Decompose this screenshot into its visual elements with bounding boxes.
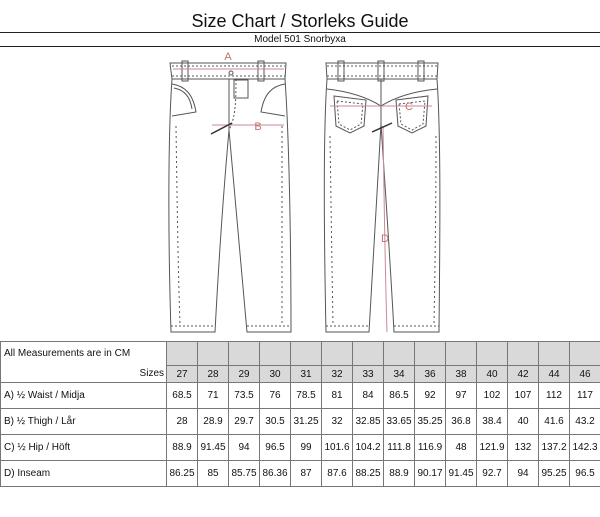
table-cell: 96.5: [570, 461, 600, 487]
table-cell: 142.3: [570, 435, 600, 461]
title-divider: [0, 32, 600, 33]
table-cell: 40: [508, 409, 539, 435]
table-cell: 31.25: [291, 409, 322, 435]
table-cell: 71: [198, 383, 229, 409]
table-cell: 32.85: [353, 409, 384, 435]
table-cell: 132: [508, 435, 539, 461]
header-blank-cell: [322, 342, 353, 366]
table-cell: 91.45: [198, 435, 229, 461]
measure-label-b: B: [254, 121, 262, 133]
table-cell: 41.6: [539, 409, 570, 435]
sizes-label: Sizes: [1, 366, 167, 383]
size-header-cell: 36: [415, 366, 446, 383]
table-cell: 137.2: [539, 435, 570, 461]
size-header-cell: 29: [229, 366, 260, 383]
measure-lines-back: [330, 106, 432, 332]
table-cell: 30.5: [260, 409, 291, 435]
header-blank-cell: [446, 342, 477, 366]
row-label: C) ½ Hip / Höft: [1, 435, 167, 461]
row-label: B) ½ Thigh / Lår: [1, 409, 167, 435]
table-cell: 112: [539, 383, 570, 409]
table-cell: 92: [415, 383, 446, 409]
size-header-cell: 34: [384, 366, 415, 383]
pants-back-drawing: [324, 61, 440, 332]
row-label: A) ½ Waist / Midja: [1, 383, 167, 409]
table-cell: 88.9: [384, 461, 415, 487]
size-header-cell: 28: [198, 366, 229, 383]
size-header-cell: 40: [477, 366, 508, 383]
header-blank-cell: [260, 342, 291, 366]
table-cell: 99: [291, 435, 322, 461]
table-cell: 116.9: [415, 435, 446, 461]
table-cell: 85: [198, 461, 229, 487]
size-header-cell: 33: [353, 366, 384, 383]
table-cell: 85.75: [229, 461, 260, 487]
table-cell: 29.7: [229, 409, 260, 435]
table-cell: 33.65: [384, 409, 415, 435]
table-cell: 92.7: [477, 461, 508, 487]
table-cell: 88.9: [167, 435, 198, 461]
table-cell: 96.5: [260, 435, 291, 461]
table-cell: 87: [291, 461, 322, 487]
size-header-cell: 27: [167, 366, 198, 383]
size-header-cell: 42: [508, 366, 539, 383]
table-cell: 73.5: [229, 383, 260, 409]
size-header-cell: 31: [291, 366, 322, 383]
table-row: [1, 409, 600, 435]
table-cell: 104.2: [353, 435, 384, 461]
hip-arrow: [372, 123, 392, 132]
header-blank-cell: [291, 342, 322, 366]
header-blank-cell: [384, 342, 415, 366]
header-blank-cell: [570, 342, 600, 366]
table-row: [1, 383, 600, 409]
table-cell: 94: [229, 435, 260, 461]
table-cell: 32: [322, 409, 353, 435]
table-cell: 86.5: [384, 383, 415, 409]
table-cell: 95.25: [539, 461, 570, 487]
table-cell: 101.6: [322, 435, 353, 461]
pants-front-drawing: [169, 61, 291, 332]
table-cell: 76: [260, 383, 291, 409]
table-cell: 43.2: [570, 409, 600, 435]
table-cell: 86.36: [260, 461, 291, 487]
size-header-cell: 32: [322, 366, 353, 383]
table-cell: 90.17: [415, 461, 446, 487]
size-header-cell: 30: [260, 366, 291, 383]
table-header-row: [1, 342, 600, 366]
size-header-cell: 46: [570, 366, 600, 383]
table-cell: 111.8: [384, 435, 415, 461]
header-blank-cell: [477, 342, 508, 366]
table-cell: 84: [353, 383, 384, 409]
table-cell: 88.25: [353, 461, 384, 487]
measure-label-c: C: [405, 101, 413, 113]
header-blank-cell: [198, 342, 229, 366]
table-cell: 28: [167, 409, 198, 435]
table-cell: 107: [508, 383, 539, 409]
table-cell: 28.9: [198, 409, 229, 435]
table-cell: 81: [322, 383, 353, 409]
table-cell: 102: [477, 383, 508, 409]
table-cell: 91.45: [446, 461, 477, 487]
table-cell: 36.8: [446, 409, 477, 435]
table-row: [1, 435, 600, 461]
table-cell: 78.5: [291, 383, 322, 409]
header-blank-cell: [353, 342, 384, 366]
header-blank-cell: [167, 342, 198, 366]
measurement-unit-note: All Measurements are in CM: [1, 342, 167, 366]
header-blank-cell: [229, 342, 260, 366]
table-cell: 97: [446, 383, 477, 409]
table-cell: 86.25: [167, 461, 198, 487]
model-subtitle: Model 501 Snorbyxa: [254, 34, 346, 45]
table-row: [1, 461, 600, 487]
sizes-row: [1, 366, 600, 383]
header-blank-cell: [415, 342, 446, 366]
measure-label-d: D: [381, 233, 389, 245]
row-label: D) Inseam: [1, 461, 167, 487]
header-blank-cell: [539, 342, 570, 366]
table-cell: 38.4: [477, 409, 508, 435]
header-blank-cell: [508, 342, 539, 366]
measure-label-a: A: [224, 51, 232, 63]
page-title: Size Chart / Storleks Guide: [191, 11, 409, 31]
size-table: [0, 341, 600, 487]
table-cell: 68.5: [167, 383, 198, 409]
table-cell: 87.6: [322, 461, 353, 487]
table-cell: 48: [446, 435, 477, 461]
table-cell: 121.9: [477, 435, 508, 461]
pants-illustration: [0, 46, 600, 338]
size-header-cell: 44: [539, 366, 570, 383]
table-cell: 117: [570, 383, 600, 409]
table-cell: 94: [508, 461, 539, 487]
size-header-cell: 38: [446, 366, 477, 383]
table-cell: 35.25: [415, 409, 446, 435]
